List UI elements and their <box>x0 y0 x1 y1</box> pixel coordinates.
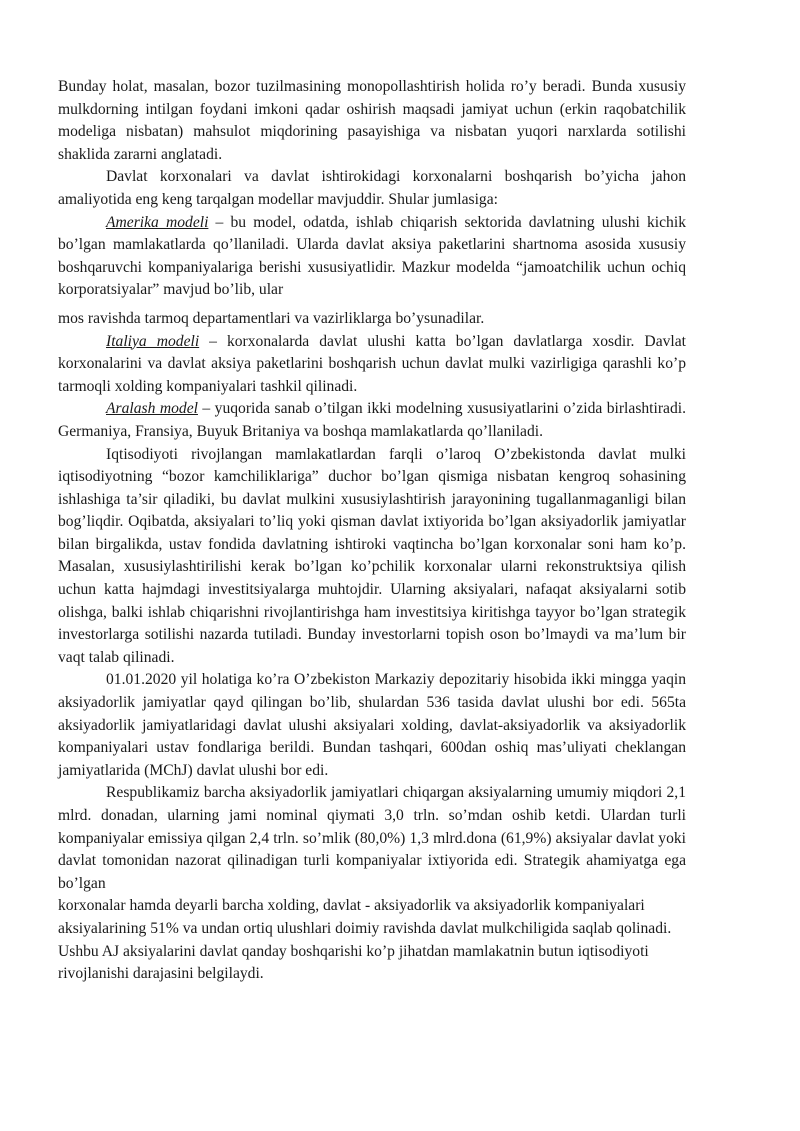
italian-model-text: – korxonalarda davlat ulushi katta bo’lgan davlatlarga xosdir. Davlat korxonalarini va davlat aksiya paketlarini boshqarish uchun davlat mulki vazirligiga qarashli ko’p tarmoqli xolding kompaniyalari tashkil qilinadi. <box>58 332 686 395</box>
paragraph-american-model-continued: mos ravishda tarmoq departamentlari va vazirliklarga bo’ysunadilar. <box>58 309 485 327</box>
paragraph-monopoly: Bunday holat, masalan, bozor tuzilmasining monopollashtirish holida ro’y beradi. Bunda xususiy mulkdorning intilgan foydani imkoni qadar oshirish maqsadi jamiyat uchun (erkin raqobatchilik modeliga nisbatan) mahsulot miqdorining pasayishiga va nisbatan yuqori narxlarda sotilishi shaklida zararni anglatadi. <box>58 78 686 163</box>
paragraph-uzbekistan-state-property: Iqtisodiyoti rivojlangan mamlakatlardan farqli o’laroq O’zbekistonda davlat mulki iqtisodiyotning “bozor kamchiliklariga” duchor bo’lgan qismiga nisbatan kengroq sohasining ishlashiga ta’sir qiladiki, bu davlat mulkini xususiylashtirish jarayonining tugallanmaganligi bilan bog’liqdir. Oqibatda, aksiyalari to’liq yoki qisman davlat ixtiyorida bo’lgan aksiyadorlik jamiyatlar bilan birgalikda, ustav fondida davlatning ishtiroki vaqtincha bo’lgan korxonalar soni ham ko’p. Masalan, xususiylashtirilishi kerak bo’lgan ko’pchilik korxonalar ularni rekonstruktsiya qilish uchun katta hajmdagi investitsiyalarga muhtojdir. Ularning aksiyalari, nafaqat aksiyalarni sotib olishga, balki ishlab chiqarishni rivojlantirishga ham investitsiya kiritishga tayyor bo’lgan strategik investorlarga sotilishi nazarda tutiladi. Bunday investorlarni topish oson bo’lmaydi va ma’lum bir vaqt talab qilinadi. <box>58 445 686 666</box>
paragraph-italian-model <box>58 331 686 399</box>
paragraph-american-model <box>58 212 686 302</box>
paragraph-strategic-enterprises: korxonalar hamda deyarli barcha xolding, davlat - aksiyadorlik va aksiyadorlik kompaniyalari aksiyalarining 51% va undan ortiq ulushlari doimiy ravishda davlat mulkchiligida saqlab qolinadi. Ushbu AJ aksiyalarini davlat qanday boshqarishi ko’p jihatdan mamlakatnin butun iqtisodiyoti rivojlanishi darajasini belgilaydi. <box>58 897 672 983</box>
american-model-text: – bu model, odatda, ishlab chiqarish sektorida davlatning ulushi kichik bo’lgan mamlakatlarda qo’llaniladi. Ularda davlat aksiya paketlarini shartnoma asosida xususiy boshqaruvchi kompaniyalariga berishi xususiyatlidir. Mazkur modelda “jamoatchilik uchun ochiq korporatsiyalar” mavjud bo’lib, ular <box>58 213 686 299</box>
paragraph-depository-2020: 01.01.2020 yil holatiga ko’ra O’zbekiston Markaziy depozitariy hisobida ikki mingga yaqin aksiyadorlik jamiyatlar qayd qilingan bo’lib, shulardan 536 tasida davlat ulushi bor edi. 565ta aksiyadorlik jamiyatlaridagi davlat ulushi aksiyalari xolding, davlat-aksiyadorlik va aksiyadorlik kompaniyalari ustav fondlariga berildi. Bundan tashqari, 600dan oshiq mas’uliyati cheklangan jamiyatlarida (MChJ) davlat ulushi bor edi. <box>58 671 686 779</box>
term-italian-model: Italiya modeli <box>106 332 200 350</box>
mixed-model-text: – yuqorida sanab o’tilgan ikki modelning xususiyatlarini o’zida birlashtiradi. Germaniya, Fransiya, Buyuk Britaniya va boshqa mamlakatlarda qo’llaniladi. <box>58 400 686 440</box>
paragraph-mixed-model <box>58 398 686 443</box>
paragraph-models-intro: Davlat korxonalari va davlat ishtirokidagi korxonalarni boshqarish bo’yicha jahon amaliyotida eng keng tarqalgan modellar mavjuddir. Shular jumlasiga: <box>58 168 686 208</box>
document-page <box>58 76 686 986</box>
term-american-model: Amerika modeli <box>106 213 209 231</box>
term-mixed-model: Aralash model <box>106 400 198 418</box>
paragraph-shares-total: Respublikamiz barcha aksiyadorlik jamiyatlari chiqargan aksiyalarning umumiy miqdori 2,1 mlrd. donadan, ularning jami nominal qiymati 3,0 trln. so’mdan oshib ketdi. Ulardan turli kompaniyalar emissiya qilgan 2,4 trln. so’mlik (80,0%) 1,3 mlrd.dona (61,9%) aksiyalar davlat yoki davlat tomonidan nazorat qilinadigan turli kompaniyalar ixtiyorida edi. Strategik ahamiyatga ega bo’lgan <box>58 784 686 892</box>
